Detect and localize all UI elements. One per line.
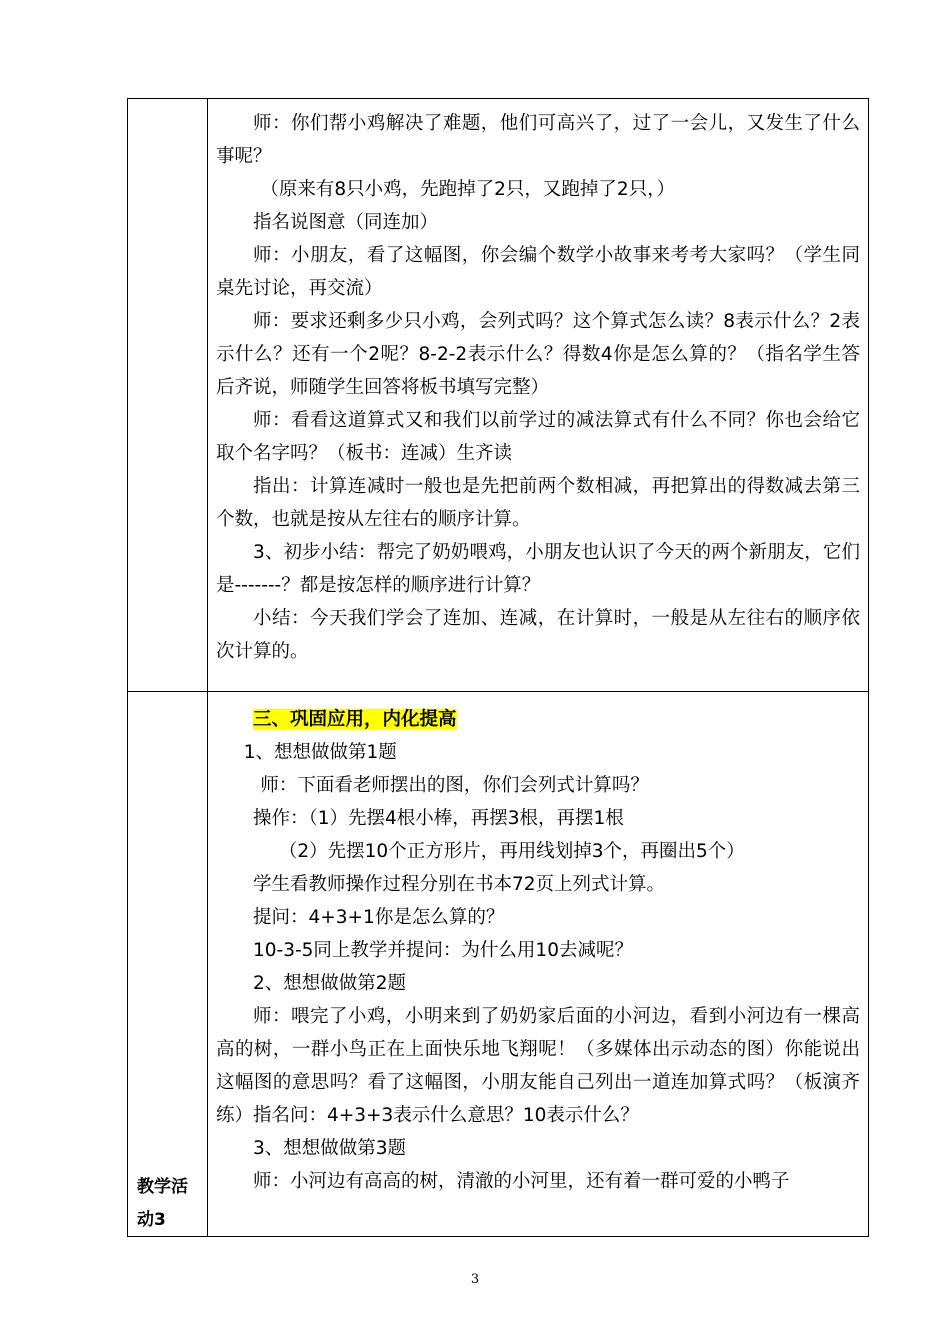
section-title: 三、巩固应用，内化提高 (253, 709, 457, 730)
paragraph: 提问：4+3+1你是怎么算的？ (253, 907, 505, 928)
row-divider (128, 691, 868, 692)
paragraph: 3、想想做做第3题 (253, 1138, 407, 1159)
paragraph: 师：下面看老师摆出的图，你们会列式计算吗？ (260, 775, 649, 796)
section-title-line (216, 703, 860, 736)
paragraph: 指名说图意（同连加） (253, 212, 439, 233)
paragraph: 师：小河边有高高的树，清澈的小河里，还有着一群可爱的小鸭子 (253, 1171, 790, 1192)
page-number: 3 (470, 1272, 480, 1287)
row2-content (216, 703, 860, 1198)
label-line: 教学活 (137, 1177, 188, 1197)
column-divider (207, 99, 208, 1236)
paragraph: 师：看看这道算式又和我们以前学过的减法算式有什么不同？你也会给它取个名字吗？（板书：连减）生齐读 (216, 410, 860, 464)
paragraph: 小结：今天我们学会了连加、连减，在计算时，一般是从左往右的顺序依次计算的。 (216, 608, 860, 662)
row1-content (216, 107, 860, 668)
paragraph: 学生看教师操作过程分别在书本72页上列式计算。 (253, 874, 666, 895)
paragraph: 师：要求还剩多少只小鸡，会列式吗？这个算式怎么读？8表示什么？2表示什么？还有一个2呢？8-2-2表示什么？得数4你是怎么算的？（指名学生答后齐说，师随学生回答将板书填写完整） (216, 311, 860, 398)
paragraph: 指出：计算连减时一般也是先把前两个数相减，再把算出的得数减去第三个数，也就是按从左往右的顺序计算。 (216, 476, 860, 530)
paragraph: 师：喂完了小鸡，小明来到了奶奶家后面的小河边，看到小河边有一棵高高的树，一群小鸟正在上面快乐地飞翔呢！（多媒体出示动态的图）你能说出这幅图的意思吗？看了这幅图，小朋友能自己列出一道连加算式吗？（板演齐练）指名问：4+3+3表示什么意思？10表示什么？ (216, 1006, 860, 1126)
activity-label (137, 1171, 203, 1237)
paragraph: （2）先摆10个正方形片，再用线划掉3个，再圈出5个） (278, 841, 745, 862)
paragraph: 3、初步小结：帮完了奶奶喂鸡，小朋友也认识了今天的两个新朋友，它们是-------？都是按怎样的顺序进行计算？ (216, 542, 860, 596)
paragraph: （原来有8只小鸡，先跑掉了2只，又跑掉了2只，） (260, 179, 675, 200)
lesson-table (127, 98, 869, 1237)
paragraph: 2、想想做做第2题 (253, 973, 407, 994)
label-line: 动3 (137, 1210, 166, 1230)
paragraph: 操作：（1）先摆4根小棒，再摆3根，再摆1根 (253, 808, 624, 829)
paragraph: 师：小朋友，看了这幅图，你会编个数学小故事来考考大家吗？（学生同桌先讨论，再交流） (216, 245, 860, 299)
paragraph: 师：你们帮小鸡解决了难题，他们可高兴了，过了一会儿，又发生了什么事呢？ (216, 113, 860, 167)
paragraph: 10-3-5同上教学并提问：为什么用10去减呢？ (253, 940, 633, 961)
paragraph: 1、想想做做第1题 (243, 742, 397, 763)
